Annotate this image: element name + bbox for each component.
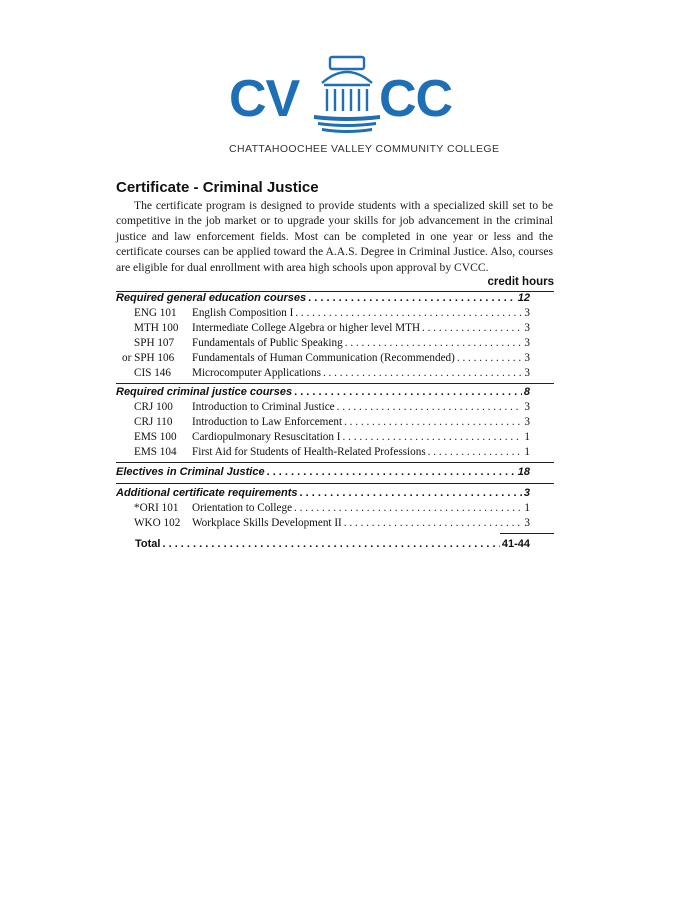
course-row <box>116 366 530 381</box>
section-heading <box>116 385 530 400</box>
dot-leader <box>267 465 516 480</box>
dot-leader <box>428 445 523 460</box>
course-row <box>116 400 530 415</box>
course-hours: 3 <box>524 367 530 379</box>
section-rule <box>116 462 554 463</box>
dot-leader <box>295 306 522 321</box>
dot-leader <box>344 516 523 531</box>
course-row <box>116 430 530 445</box>
dot-leader <box>343 430 523 445</box>
dot-leader <box>323 366 522 381</box>
section-title: Required general education courses <box>116 292 307 304</box>
course-title: Intermediate College Algebra or higher level MTH <box>192 322 421 334</box>
course-title: Orientation to College <box>192 502 293 514</box>
course-title: Introduction to Law Enforcement <box>192 416 343 428</box>
course-title: Fundamentals of Public Speaking <box>192 337 343 349</box>
course-row <box>116 445 530 460</box>
course-code: EMS 104 <box>134 446 177 458</box>
course-hours: 3 <box>524 517 530 529</box>
logo-letters-left: CV <box>229 70 300 128</box>
total-rule <box>500 533 554 534</box>
building-icon <box>308 55 386 135</box>
course-title: English Composition I <box>192 307 294 319</box>
course-hours: 1 <box>524 446 530 458</box>
page-title: Certificate - Criminal Justice <box>116 179 319 196</box>
course-row <box>116 516 530 531</box>
dot-leader <box>308 291 516 306</box>
course-row <box>116 415 530 430</box>
dot-leader <box>294 501 522 516</box>
section-hours: 18 <box>517 466 530 478</box>
course-code: WKO 102 <box>134 517 181 529</box>
course-title: Fundamentals of Human Communication (Recommended) <box>192 352 455 364</box>
course-row <box>116 336 530 351</box>
course-hours: 3 <box>524 401 530 413</box>
section-title: Additional certificate requirements <box>116 487 298 499</box>
section-hours: 8 <box>523 386 530 398</box>
course-hours: 3 <box>524 337 530 349</box>
section-title: Electives in Criminal Justice <box>116 466 265 478</box>
section-title: Required criminal justice courses <box>116 386 293 398</box>
dot-leader <box>345 336 523 351</box>
total-hours: 41-44 <box>501 538 530 550</box>
course-code: or SPH 106 <box>122 352 175 364</box>
section-hours: 3 <box>523 487 530 499</box>
course-code: *ORI 101 <box>134 502 179 514</box>
credit-hours-header: credit hours <box>487 276 554 288</box>
college-logo <box>229 55 500 155</box>
section-heading <box>116 291 530 306</box>
course-title: First Aid for Students of Health-Related Professions <box>192 446 426 458</box>
course-code: MTH 100 <box>134 322 179 334</box>
section-rule <box>116 483 554 484</box>
course-row <box>116 501 530 516</box>
section-heading <box>116 486 530 501</box>
course-code: CRJ 110 <box>134 416 173 428</box>
course-code: CRJ 100 <box>134 401 173 413</box>
dot-leader <box>337 400 523 415</box>
section-rule <box>116 383 554 384</box>
section-hours: 12 <box>517 292 530 304</box>
course-code: SPH 107 <box>134 337 175 349</box>
course-title: Introduction to Criminal Justice <box>192 401 335 413</box>
dot-leader <box>294 385 522 400</box>
course-code: EMS 100 <box>134 431 177 443</box>
course-title: Workplace Skills Development II <box>192 517 342 529</box>
course-hours: 1 <box>524 502 530 514</box>
course-hours: 1 <box>524 431 530 443</box>
dot-leader <box>422 321 522 336</box>
logo-subtitle: CHATTAHOOCHEE VALLEY COMMUNITY COLLEGE <box>229 143 500 155</box>
course-hours: 3 <box>524 307 530 319</box>
course-code: ENG 101 <box>134 307 177 319</box>
logo-letters-right: CC <box>379 70 453 128</box>
dot-leader <box>344 415 522 430</box>
course-row <box>116 351 530 366</box>
dot-leader <box>300 486 522 501</box>
dot-leader <box>457 351 523 366</box>
section-heading <box>116 465 530 480</box>
course-title: Microcomputer Applications <box>192 367 321 379</box>
course-hours: 3 <box>524 416 530 428</box>
course-hours: 3 <box>524 352 530 364</box>
course-title: Cardiopulmonary Resuscitation I <box>192 431 341 443</box>
intro-paragraph: The certificate program is designed to provide students with a specialized skill set to be competitive in the job market or to upgrade your skills for job advancement in the criminal justice and law enforcement fields. Most can be completed in one year or less and the certificate courses can be applied toward the A.A.S. Degree in Criminal Justice. Also, courses are eligible for dual enrollment with area high schools upon approval by CVCC. <box>116 199 553 274</box>
total-label: Total <box>135 538 161 550</box>
dot-leader <box>162 537 499 552</box>
course-row <box>116 321 530 336</box>
course-code: CIS 146 <box>134 367 171 379</box>
course-row <box>116 306 530 321</box>
course-hours: 3 <box>524 322 530 334</box>
total-row <box>135 537 530 552</box>
